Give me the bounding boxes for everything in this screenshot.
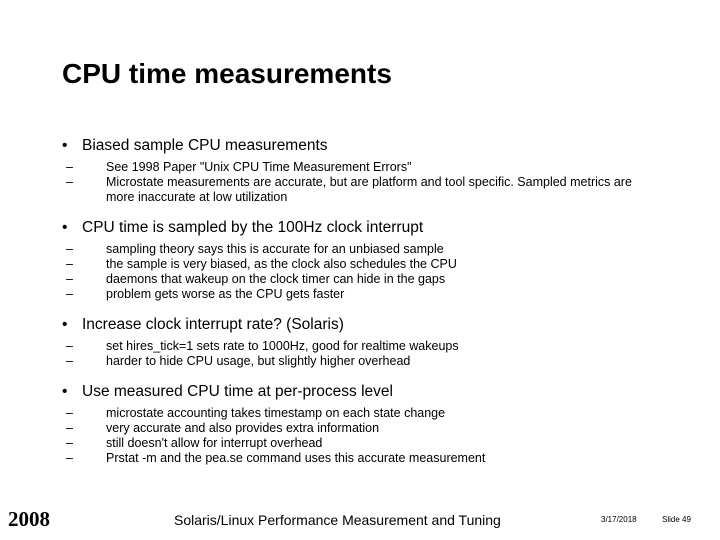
dash-icon: – bbox=[66, 242, 73, 256]
sub-bullet-item bbox=[62, 160, 662, 175]
footer-date: 3/17/2018 bbox=[601, 515, 637, 524]
dash-icon: – bbox=[66, 160, 73, 174]
bullet-item bbox=[62, 136, 662, 155]
sub-bullet-text: Microstate measurements are accurate, but are platform and tool specific. Sampled metrics are more inaccurate at low utilization bbox=[106, 175, 632, 204]
sub-bullet-list bbox=[62, 339, 662, 369]
dash-icon: – bbox=[66, 451, 73, 465]
sub-bullet-item bbox=[62, 257, 662, 272]
dash-icon: – bbox=[66, 272, 73, 286]
dash-icon: – bbox=[66, 339, 73, 353]
footer-title: Solaris/Linux Performance Measurement and Tuning bbox=[174, 512, 501, 528]
sub-bullet-item bbox=[62, 436, 662, 451]
sub-bullet-text: problem gets worse as the CPU gets faster bbox=[106, 287, 345, 301]
bullet-text: Biased sample CPU measurements bbox=[82, 137, 328, 154]
sub-bullet-text: still doesn't allow for interrupt overhead bbox=[106, 436, 323, 450]
slide-number: Slide 49 bbox=[662, 515, 691, 524]
dash-icon: – bbox=[66, 287, 73, 301]
bullet-text: Use measured CPU time at per-process level bbox=[82, 383, 393, 400]
slide-content bbox=[62, 136, 662, 479]
dash-icon: – bbox=[66, 354, 73, 368]
sub-bullet-text: the sample is very biased, as the clock also schedules the CPU bbox=[106, 257, 457, 271]
dash-icon: – bbox=[66, 175, 73, 189]
bullet-item bbox=[62, 315, 662, 334]
sub-bullet-text: sampling theory says this is accurate for an unbiased sample bbox=[106, 242, 444, 256]
sub-bullet-item bbox=[62, 354, 662, 369]
footer-year: 2008 bbox=[8, 507, 50, 531]
bullet-group bbox=[62, 218, 662, 302]
sub-bullet-list bbox=[62, 406, 662, 466]
bullet-text: Increase clock interrupt rate? (Solaris) bbox=[82, 316, 344, 333]
bullet-text: CPU time is sampled by the 100Hz clock interrupt bbox=[82, 219, 424, 236]
sub-bullet-text: See 1998 Paper "Unix CPU Time Measurement Errors" bbox=[106, 160, 412, 174]
slide-title: CPU time measurements bbox=[62, 58, 392, 89]
bullet-dot-icon: • bbox=[62, 137, 68, 154]
sub-bullet-text: very accurate and also provides extra information bbox=[106, 421, 380, 435]
sub-bullet-list bbox=[62, 242, 662, 302]
dash-icon: – bbox=[66, 406, 73, 420]
bullet-group bbox=[62, 315, 662, 369]
bullet-item bbox=[62, 218, 662, 237]
sub-bullet-text: set hires_tick=1 sets rate to 1000Hz, good for realtime wakeups bbox=[106, 339, 459, 353]
dash-icon: – bbox=[66, 421, 73, 435]
sub-bullet-text: harder to hide CPU usage, but slightly higher overhead bbox=[106, 354, 411, 368]
dash-icon: – bbox=[66, 436, 73, 450]
sub-bullet-text: daemons that wakeup on the clock timer can hide in the gaps bbox=[106, 272, 446, 286]
bullet-dot-icon: • bbox=[62, 383, 68, 400]
sub-bullet-item bbox=[62, 421, 662, 436]
sub-bullet-list bbox=[62, 160, 662, 205]
bullet-item bbox=[62, 382, 662, 401]
sub-bullet-item bbox=[62, 272, 662, 287]
sub-bullet-item bbox=[62, 339, 662, 354]
bullet-dot-icon: • bbox=[62, 219, 68, 236]
sub-bullet-item bbox=[62, 451, 662, 466]
dash-icon: – bbox=[66, 257, 73, 271]
sub-bullet-item bbox=[62, 242, 662, 257]
bullet-group bbox=[62, 136, 662, 205]
sub-bullet-item bbox=[62, 175, 662, 205]
sub-bullet-text: Prstat -m and the pea.se command uses this accurate measurement bbox=[106, 451, 486, 465]
sub-bullet-item bbox=[62, 406, 662, 421]
sub-bullet-text: microstate accounting takes timestamp on each state change bbox=[106, 406, 446, 420]
sub-bullet-item bbox=[62, 287, 662, 302]
bullet-group bbox=[62, 382, 662, 466]
bullet-dot-icon: • bbox=[62, 316, 68, 333]
